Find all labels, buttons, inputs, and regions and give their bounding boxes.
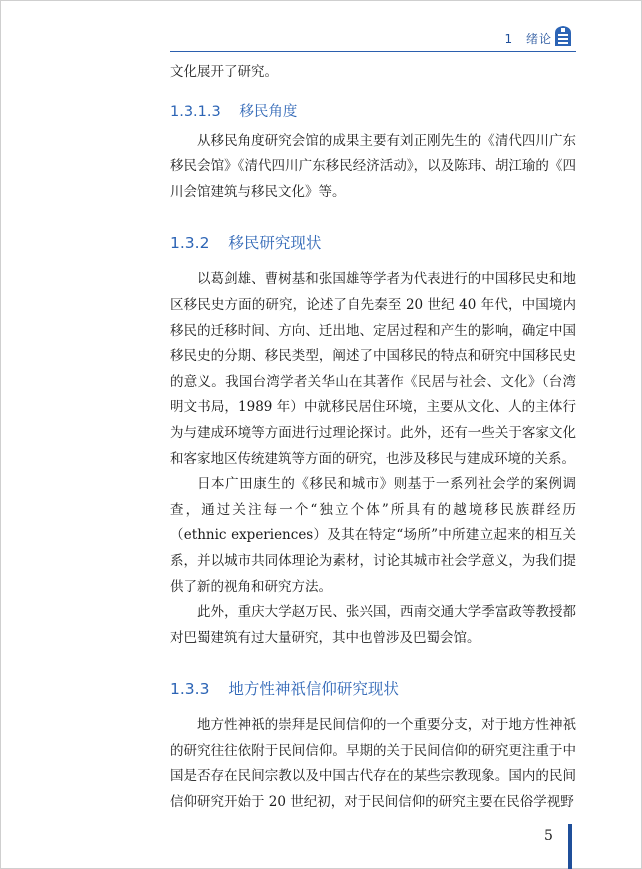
page-number: 5 [544,828,553,844]
page-content [170,60,576,816]
lead-paragraph: 文化展开了研究。 [170,64,278,80]
section-number: 1.3.2 [170,234,210,253]
heading-1-3-3 [170,677,576,699]
section-title: 移民研究现状 [228,234,322,253]
section-title: 地方性神祇信仰研究现状 [228,680,399,699]
paragraph-local-deity: 地方性神祇的崇拜是民间信仰的一个重要分支，对于地方性神祇的研究往往依附于民间信仰。早期的关于民间信仰的研究更注重于中国是否存在民间宗教以及中国古代存在的某些宗教现象。国内的民间信仰研究开始于 20 世纪初，对于民间信仰的研究主要在民俗学视野 [170,717,576,811]
page-edge-bar [568,824,572,869]
chapter-title: 绪论 [525,32,552,46]
section-number: 1.3.1.3 [170,103,221,120]
paragraph-migration-city: 日本广田康生的《移民和城市》则基于一系列社会学的案例调查，通过关注每一个“独立个体”所具有的越境移民族群经历（ethnic experiences）及其在特定“场所”中所建立起来的相互关系，并以城市共同体理论为素材，讨论其城市社会学意义，为我们提供了新的视角和研究方法。 [170,476,576,595]
running-header [505,30,552,47]
book-emblem-icon [552,24,574,48]
paragraph-migration-angle: 从移民角度研究会馆的成果主要有刘正刚先生的《清代四川广东移民会馆》《清代四川广东移民经济活动》，以及陈玮、胡江瑜的《四川会馆建筑与移民文化》等。 [170,132,576,200]
section-number: 1.3.3 [170,680,210,699]
chapter-number: 1 [504,32,514,46]
section-title: 移民角度 [239,103,298,120]
paragraph-migration-history: 以葛剑雄、曹树基和张国雄等学者为代表进行的中国移民史和地区移民史方面的研究，论述了自先秦至 20 世纪 40 年代，中国境内移民的迁移时间、方向、迁出地、定居过程和产生的影响，确定中国移民史的分期、移民类型，阐述了中国移民的特点和研究中国移民史的意义。我国台湾学者关华山在其著作《民居与社会、文化》（台湾明文书局，1989 年）中就移民居住环境，主要从文化、人的主体行为与建成环境等方面进行过理论探讨。此外，还有一些关于客家文化和客家地区传统建筑等方面的研究，也涉及移民与建成环境的关系。 [170,271,576,467]
header-rule [170,51,576,52]
heading-1-3-1-3 [170,100,576,121]
paragraph-bashu-architecture: 此外，重庆大学赵万民、张兴国，西南交通大学季富政等教授都对巴蜀建筑有过大量研究，其中也曾涉及巴蜀会馆。 [170,604,576,646]
heading-1-3-2 [170,231,576,253]
